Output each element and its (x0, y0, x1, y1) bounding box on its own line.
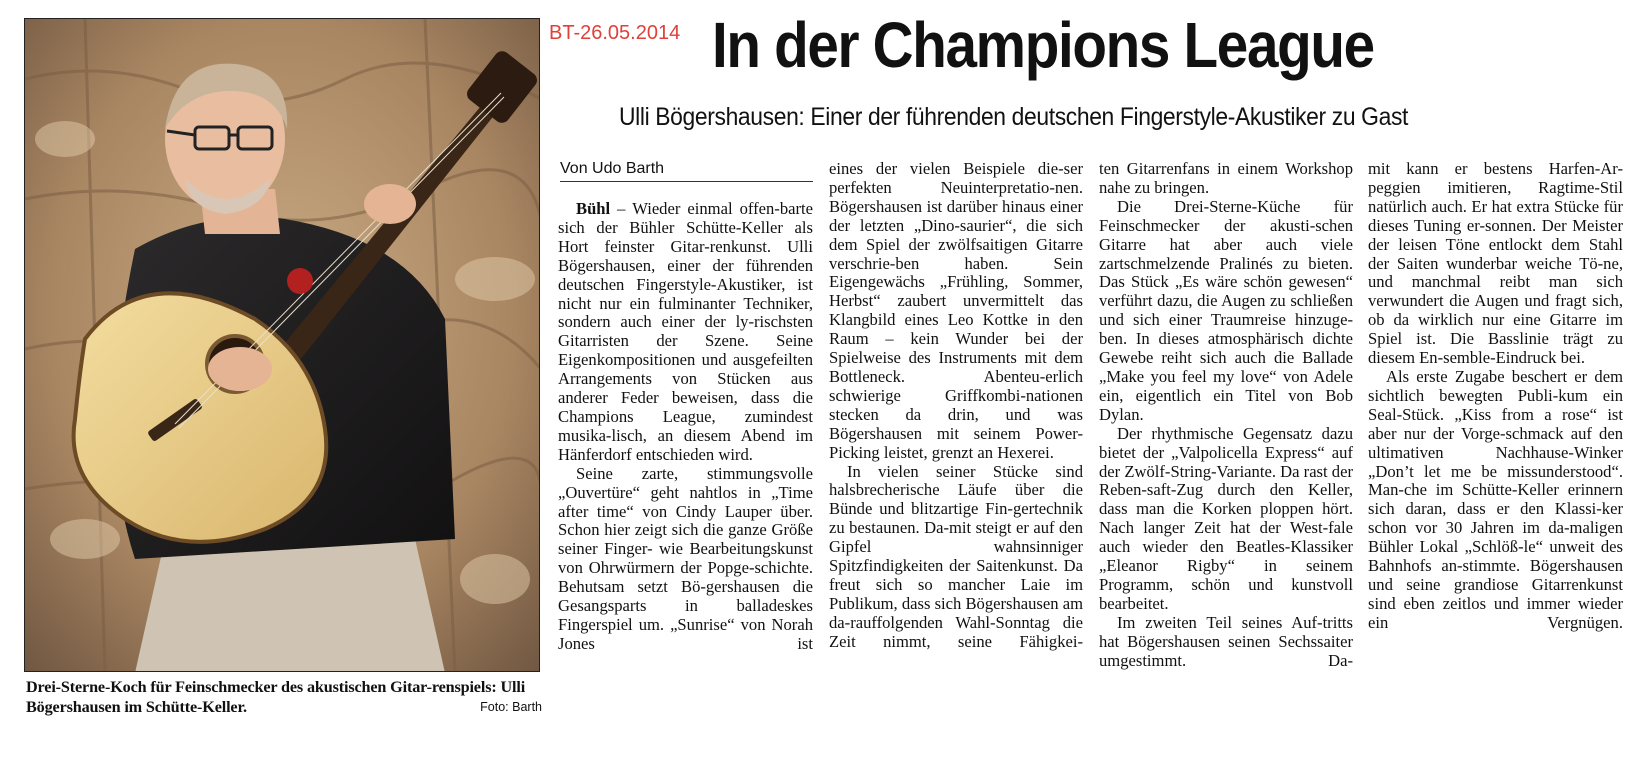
article-column-2 (829, 160, 1083, 652)
photo-caption: Drei-Sterne-Koch für Feinschmecker des akustischen Gitar-renspiels: Ulli Bögershausen im Schütte-Keller. (26, 678, 526, 716)
article-paragraph: ten Gitarrenfans in einem Workshop nahe zu bringen. (1099, 159, 1353, 197)
article-paragraph (558, 200, 813, 465)
dateline: BT-26.05.2014 (549, 22, 681, 44)
article-paragraph: Im zweiten Teil seines Auf-tritts hat Bögershausen seinen Sechssaiter umgestimmt. Da- (1099, 612, 1353, 670)
photo-credit: Foto: Barth (480, 700, 542, 714)
article-paragraph: eines der vielen Beispiele die-ser perfekten Neuinterpretatio-nen. Bögershausen ist darüber hinaus einer der letzten „Dino-saurier“, die sich dem Spiel der zwölfsaitigen Gitarre verschrie-ben haben. Sein Eigengewächs „Frühling, Sommer, Herbst“ zaubert unvermittelt das Klangbild eines Leo Kottke in den Raum – kein Wunder bei der Spielweise des Instruments mit dem Bottleneck. Abenteu-erlich schwierige Griffkombi-nationen stecken da drin, und was Bögershausen mit seinem Power-Picking leistet, grenzt an Hexerei. (829, 159, 1083, 462)
article-column-1 (558, 200, 813, 654)
article-paragraph: mit kann er bestens Harfen-Ar-peggien imitieren, Ragtime-Stil natürlich auch. Er hat extra Stücke für dieses Tuning er-sonnen. Der Meister der leisen Töne entlockt dem Stahl der Saiten wunderbar weiche Tö-ne, und manchmal reibt man sich verwundert die Augen und fragt sich, ob da wirklich nur eine Gitarre im Spiel ist. Die Basslinie trägt zu diesem En-semble-Eindruck bei. (1368, 159, 1623, 368)
article-paragraph: Als erste Zugabe beschert er dem sichtlich bewegten Publi-kum ein Seal-Stück. „Kiss from a rose“ ist aber nur der Vorge-schmack auf den ultimativen Nachhause-Winker „Don’t let me be missunderstood“. Man-che im Schütte-Keller erinnern sich daran, dass er den Klassi-ker schon vor 30 Jahren im da-maligen Bühler Lokal „Schlöß-le“ unweit des Bahnhofs an-stimmte. Bögershausen und seine grandiose Gitarrenkunst sind eben zeitlos und immer wieder ein Vergnügen. (1368, 366, 1623, 632)
article-photo (24, 18, 540, 672)
paragraph-text: – Wieder einmal offen-barte sich der Bühler Schütte-Keller als Hort feinster Gitar-renkunst. Ulli Bögershausen, einer der führenden deutschen Fingerstyle-Akustiker, ist nicht nur ein fulminanter Techniker, sondern auch einer der ly-rischsten Gitarristen der Szene. Seine Eigenkompositionen und ausgefeilten Arrangements von Stücken aus anderer Feder beweisen, dass die Champions League, zumindest musika-lisch, an diesem Abend im Hänferdorf entschieden wird. (558, 199, 813, 464)
byline: Von Udo Barth (560, 158, 813, 182)
article-paragraph: Die Drei-Sterne-Küche für Feinschmecker der akusti-schen Gitarre hat aber auch viele zartschmelzende Pralinés zu bieten. Das Stück „Es wäre schön gewesen“ verführt dazu, die Augen zu schließen und sich einer Traumreise hinzuge-ben. In dieses atmosphärisch dichte Gewebe reiht sich auch die Ballade „Make you feel my love“ von Adele ein, eigentlich ein Titel von Bob Dylan. (1099, 196, 1353, 424)
subheadline: Ulli Bögershausen: Einer der führenden deutschen Fingerstyle-Akustiker zu Gast (619, 103, 1409, 131)
dateline-lead: Bühl (576, 199, 611, 218)
article-column-4 (1368, 160, 1623, 633)
article-paragraph: Seine zarte, stimmungsvolle „Ouvertüre“ geht nahtlos in „Time after time“ von Cindy Lauper über. Schon hier zeigt sich die ganze Größe seiner Finger- wie Bearbeitungskunst von Ohrwürmern der Popge-schichte. Behutsam setzt Bö-gershausen die Gesangsparts in balladeskes Fingerspiel um. „Sunrise“ von Norah Jones ist (558, 463, 813, 653)
article-paragraph: In vielen seiner Stücke sind halsbrecherische Läufe über die Bünde und blitzartige Fin-gertechnik zu bestaunen. Da-mit steigt er auf den Gipfel wahnsinniger Spitzfindigkeiten der Saitenkunst. Da freut sich so mancher Laie im Publikum, dass sich Bögershausen am da-rauffolgenden Wahl-Sonntag die Zeit nimmt, seine Fähigkei- (829, 461, 1083, 651)
article-paragraph: Der rhythmische Gegensatz dazu bietet der „Valpolicella Express“ auf der Zwölf-String-Variante. Da rast der Reben-saft-Zug durch den Keller, dass man die Korken ploppen hört. Nach langer Zeit hat der West-fale auch wieder den Beatles-Klassiker „Eleanor Rigby“ in seinem Programm, schön und kunstvoll bearbeitet. (1099, 423, 1353, 613)
article-column-3 (1099, 160, 1353, 670)
headline: In der Champions League (712, 9, 1374, 81)
